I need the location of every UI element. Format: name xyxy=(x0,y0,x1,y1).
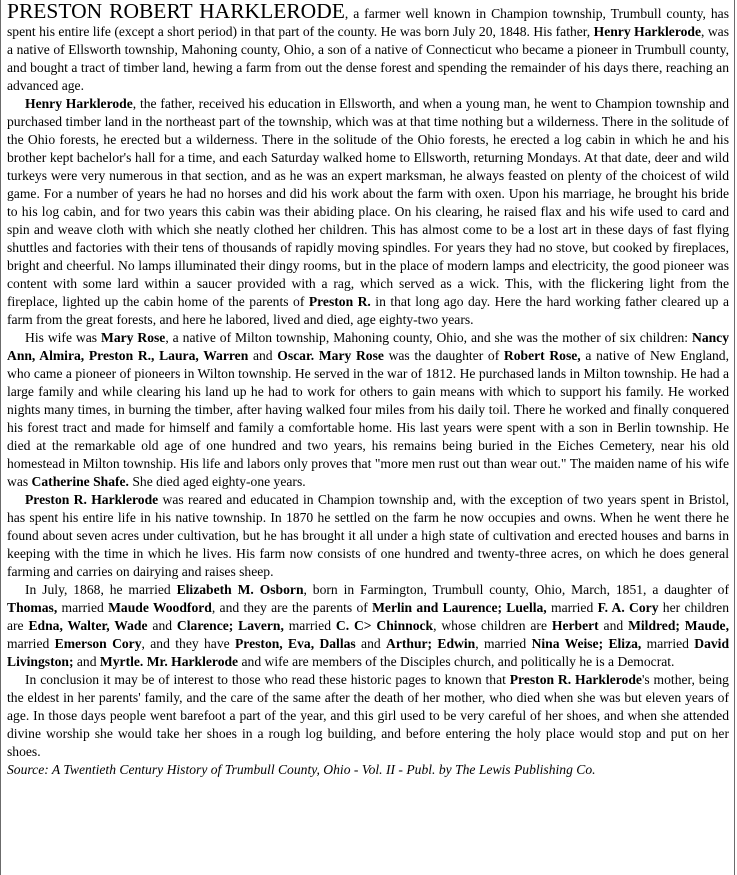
bold-name: F. A. Cory xyxy=(597,600,659,615)
text-run: , born in Farmington, Trumbull county, Ohio, March, 1851, a daughter of xyxy=(303,582,729,597)
text-run: married xyxy=(546,600,598,615)
paragraph-mother xyxy=(7,329,729,491)
text-run: , married xyxy=(475,636,532,651)
text-run: and xyxy=(598,618,629,633)
text-run: married xyxy=(641,636,695,651)
paragraph-father xyxy=(7,95,729,329)
subject-name-heading: PRESTON ROBERT HARKLERODE xyxy=(7,0,345,23)
text-run: married xyxy=(7,636,55,651)
text-run: was the daughter of xyxy=(383,348,504,363)
source-citation: Source: A Twentieth Century History of Trumbull County, Ohio - Vol. II - Publ. by The Lewis Publishing Co. xyxy=(7,762,596,777)
text-run: was reared and educated in Champion township and, with the exception of two years spent in Bristol, has spent his entire life in his native township. In 1870 he settled on the farm he now occupies and owns. When he went there he found about seven acres under cultivation, but he has brought it all under a high state of cultivation and erected houses and barns in keeping with the time in which he lives. His farm now consists of one hundred and twenty-three acres, on which he does general farming and carries on dairying and raises sheep. xyxy=(7,492,730,579)
bold-name: Edna, Walter, Wade xyxy=(28,618,148,633)
text-run: married xyxy=(57,600,109,615)
paragraph-conclusion xyxy=(7,671,729,761)
bold-name: C. C> Chinnock xyxy=(335,618,434,633)
bold-name: Preston R. Harklerode xyxy=(25,492,159,507)
bold-name: Henry Harklerode xyxy=(593,24,702,39)
bold-name: Emerson Cory xyxy=(54,636,142,651)
bold-name: Nancy Ann, Almira, Preston R., Laura, Warren xyxy=(7,330,730,363)
text-run: married xyxy=(283,618,336,633)
bold-name: Oscar. xyxy=(277,348,315,363)
bold-name: Elizabeth M. Osborn xyxy=(176,582,304,597)
bold-name: Mary Rose xyxy=(101,330,166,345)
text-run: , a farmer well known in Champion township, Trumbull county, has spent his entire life (except a short period) in that part of the county. He was born July 20, 1848. His father, xyxy=(7,6,729,39)
bold-name: Nina Weise; Eliza, xyxy=(531,636,642,651)
text-run: and xyxy=(248,348,278,363)
bold-name: Arthur; Edwin xyxy=(386,636,476,651)
bold-name: Herbert xyxy=(551,618,599,633)
text-run: , was a native of Ellsworth township, Mahoning county, Ohio, a son of a native of Connecticut who became a pioneer in Trumbull county, and bought a tract of timber land, hewing a farm from out the dense forest and spending the remainder of his days there, reaching an advanced age. xyxy=(7,24,729,93)
text-run: , a native of Milton township, Mahoning county, Ohio, and she was the mother of six children: xyxy=(165,330,692,345)
paragraph-preston xyxy=(7,491,729,581)
bold-name: Preston, Eva, Dallas xyxy=(235,636,356,651)
bold-name: Maude Woodford xyxy=(108,600,212,615)
text-run: , the father, received his education in Ellsworth, and when a young man, he went to Champion township and purchased timber land in the northeast part of the township, which was at that time nothing but a wilderness. There in the solitude of the Ohio forests, he erected but a wilderness. There in the solitude of the Ohio forests, he erected a log cabin in which he and his brother kept bachelor's hall for a time, and each Saturday walked home to Ellsworth, returning Mondays. At that date, deer and wild turkeys were very numerous in that section, and as he was an expert marksman, he always feasted on plenty of the choicest of wild game. For a number of years he had no horses and did his work about the farm with oxen. Upon his marriage, he brought his bride to his log cabin, and for two years this cabin was their abiding place. On his clearing, he raised flax and his wife used to card and spin and weave cloth with which she neatly clothed her children. This has almost come to be a lost art in these days of fast flying shuttles and factories with their tens of thousands of rapidly moving spindles. For years they had no stove, but cooked by fireplaces, bright and cheerful. No lamps illuminated their dingy rooms, but in the place of modern lamps and electricity, the good pioneer was content with some lard within a saucer provided with a rag, which served as a wick. This, with the flickering light from the fireplace, lighted up the cabin home of the parents of xyxy=(7,96,729,309)
text-run: She died aged eighty-one years. xyxy=(128,474,306,489)
text-run: and xyxy=(73,654,100,669)
bold-name: Mildred; Maude, xyxy=(628,618,729,633)
text-run: In July, 1868, he married xyxy=(25,582,177,597)
bold-name: Myrtle. Mr. Harklerode xyxy=(99,654,239,669)
bold-name: Thomas, xyxy=(7,600,58,615)
text-run: , and they have xyxy=(141,636,235,651)
bold-name: Mary Rose xyxy=(318,348,384,363)
text-run: a native of New England, who came a pioneer of pioneers in Wilton township. He served in the war of 1812. He purchased lands in Milton township. He had a large family and while clearing his land up he had to work for others to gain means with which to support his family. He worked nights many times, in burning the timber, after having walked four miles from his daily toil. There he worked and finally conquered his forest tract and made for himself and family a comfortable home. His last years were spent with a son in Berlin township. He died at the remarkable old age of one hundred and two years, his remains being buried in the Eiches Cemetery, near his old homestead in Milton township. His life and labors only proves that "more men rust out than wear out." The maiden name of his wife was xyxy=(7,348,729,489)
text-run: , whose children are xyxy=(433,618,552,633)
text-run: in that long ago day. Here the hard working father cleared up a farm from the great forests, and here he labored, lived and died, age eighty-two years. xyxy=(7,294,729,327)
text-run: and xyxy=(355,636,387,651)
bold-name: Clarence; Lavern, xyxy=(176,618,284,633)
text-run: and wife are members of the Disciples church, and politically he is a Democrat. xyxy=(238,654,675,669)
text-run: her children are xyxy=(7,600,729,633)
text-run: In conclusion it may be of interest to those who read these historic pages to known that xyxy=(25,672,510,687)
text-run: , and they are the parents of xyxy=(211,600,373,615)
bold-name: Henry Harklerode xyxy=(25,96,133,111)
text-run: and xyxy=(147,618,177,633)
bold-name: Catherine Shafe. xyxy=(31,474,129,489)
bold-name: Merlin and Laurence; Luella, xyxy=(372,600,547,615)
bold-name: Robert Rose, xyxy=(503,348,581,363)
text-run: 's mother, being the eldest in her parents' family, and the care of the same after the death of her mother, who died when she was but eleven years of age. In those days people went barefoot a part of the year, and this girl used to be very careful of her shoes, and when she attended divine worship she would take her shoes in a rough log building, and before entering the holy place would stop and put on her shoes. xyxy=(7,672,729,759)
bold-name: David Livingston; xyxy=(7,636,730,669)
paragraph-marriage xyxy=(7,581,729,671)
bold-name: Preston R. Harklerode xyxy=(509,672,642,687)
bold-name: Preston R. xyxy=(308,294,371,309)
paragraph-intro xyxy=(7,2,729,95)
text-run: His wife was xyxy=(25,330,101,345)
